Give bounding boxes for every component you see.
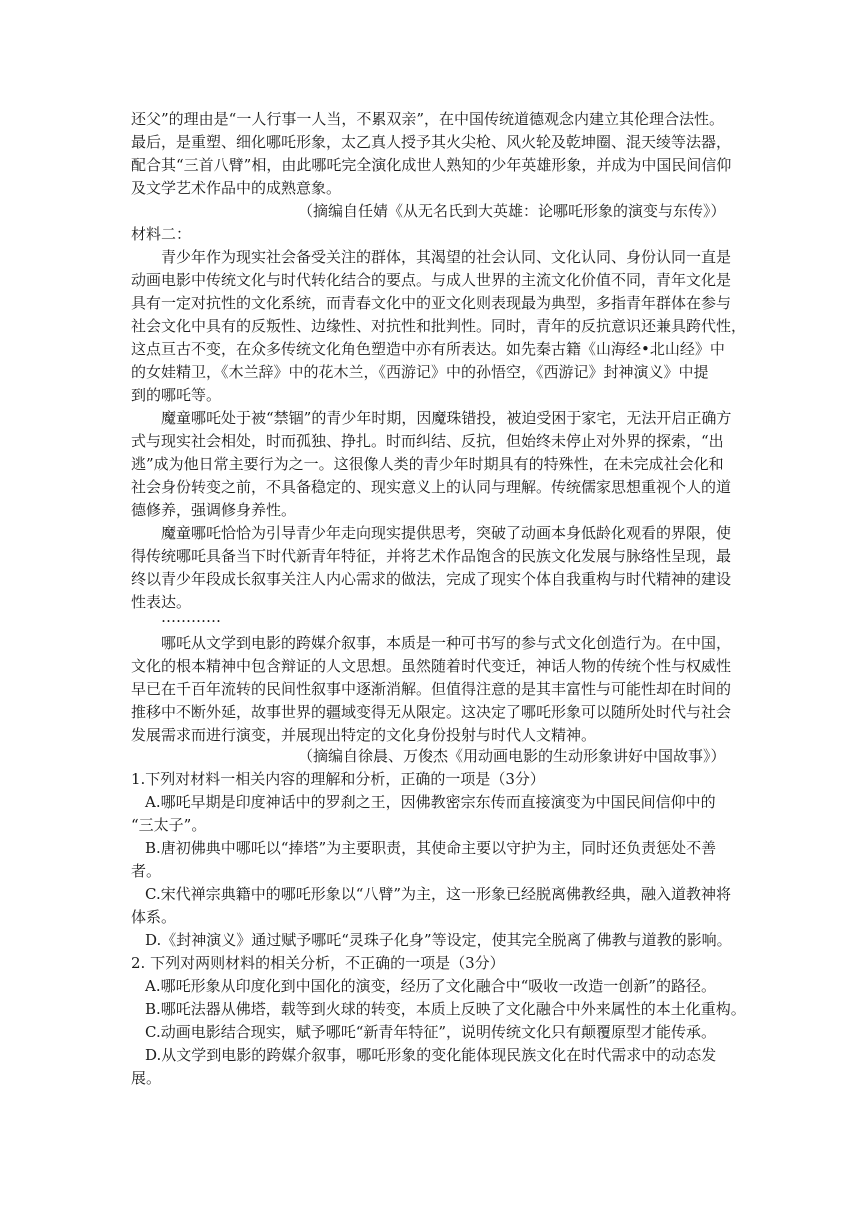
option-b-line: B.哪吒法器从佛塔，载等到火球的转变，本质上反映了文化融合中外来属性的本土化重构。	[145, 1000, 746, 1018]
option-b-continuation: 者。	[131, 862, 162, 880]
text-line: 德修养，强调修身养性。	[131, 501, 297, 519]
text-line: 逃”成为他日常主要行为之一。这很像人类的青少年时期具有的特殊性，在未完成社会化和	[131, 455, 724, 473]
text-line: 还父”的理由是“一人行事一人当，不累双亲”，在中国传统道德观念内建立其伦理合法性。	[131, 110, 725, 128]
text-line: 动画电影中传统文化与时代转化结合的要点。与成人世界的主流文化价值不同，青年文化是	[131, 271, 732, 289]
option-a-line: A.哪吒形象从印度化到中国化的演变，经历了文化融合中“吸收一改造一创新”的路径。	[145, 977, 716, 995]
text-line: 社会身份转变之前，不具备稳定的、现实意义上的认同与理解。传统儒家思想重视个人的道	[131, 478, 732, 496]
option-c-line: C.动画电影结合现实，赋予哪吒“新青年特征”，说明传统文化只有颠覆原型才能传承。	[145, 1023, 717, 1041]
intro-paragraph	[131, 108, 741, 200]
option-a-continuation: “三太子”。	[131, 816, 207, 834]
option-d-line: D.《封神演义》通过赋予哪吒“灵珠子化身”等设定，使其完全脱离了佛教与道教的影响。	[145, 931, 732, 949]
text-line: 早已在千百年流转的民间性叙事中逐渐消解。但值得注意的是其丰富性与可能性却在时间的	[131, 680, 732, 698]
option-c-line: C.宋代禅宗典籍中的哪吒形象以“八臂”为主，这一形象已经脱离佛教经典，融入道教神将	[145, 885, 732, 903]
text-line: 性表达。	[131, 593, 192, 611]
question-1	[131, 768, 741, 952]
option-a-line: A.哪吒早期是印度神话中的罗刹之王，因佛教密宗东传而直接演变为中国民间信仰中的	[145, 793, 716, 811]
text-line: 得传统哪吒具备当下时代新青年特征，并将艺术作品饱含的民族文化发展与脉络性呈现，最	[131, 547, 732, 565]
text-line: 到的哪吒等。	[131, 386, 222, 404]
text-line: 这点亘古不变，在众多传统文化角色塑造中亦有所表达。如先秦古籍《山海经•北山经》中	[131, 340, 725, 358]
text-line: 魔童哪吒处于被“禁锢”的青少年时期，因魔珠错投，被迫受困于家宅，无法开启正确方	[161, 409, 732, 427]
text-line: 具有一定对抗性的文化系统，而青春文化中的亚文化则表现最为典型，多指青年群体在参与	[131, 294, 732, 312]
text-line: 社会文化中具有的反叛性、边缘性、对抗性和批判性。同时，青年的反抗意识还兼具跨代性，	[131, 317, 747, 335]
text-line: 配合其“三首八臂”相，由此哪吒完全演化成世人熟知的少年英雄形象，并成为中国民间信仰	[131, 156, 732, 174]
option-c-continuation: 体系。	[131, 908, 177, 926]
material-2-paragraph-2	[131, 407, 741, 522]
text-line: 及文学艺术作品中的成熟意象。	[131, 179, 342, 197]
text-line: 哪吒从文学到电影的跨媒介叙事，本质是一种可书写的参与式文化创造行为。在中国，	[161, 634, 732, 652]
text-line: 文化的根本精神中包含辩证的人文思想。虽然随着时代变迁，神话人物的传统个性与权威性	[131, 657, 732, 675]
question-stem: 1.下列对材料一相关内容的理解和分析，正确的一项是（3分）	[131, 770, 545, 788]
text-line: 的女娃精卫，《木兰辞》中的花木兰，《西游记》中的孙悟空，《西游记》封神演义》中提	[131, 363, 709, 381]
material-2-heading: 材料二：	[131, 225, 192, 243]
text-line: 式与现实社会相处，时而孤独、挣扎。时而纠结、反抗，但始终未停止对外界的探索，“出	[131, 432, 724, 450]
option-d-continuation: 展。	[131, 1069, 162, 1087]
question-2	[131, 952, 746, 1090]
citation-2: （摘编自徐晨、万俊杰《用动画电影的生动形象讲好中国故事》）	[298, 747, 726, 765]
text-line: 最后，是重塑、细化哪吒形象，太乙真人授予其火尖枪、风火轮及乾坤圈、混天绫等法器，	[131, 133, 732, 151]
material-2-paragraph-1	[131, 246, 747, 407]
text-line: 推移中不断外延，故事世界的疆域变得无从限定。这决定了哪吒形象可以随所处时代与社会	[131, 703, 732, 721]
text-line: 发展需求而进行演变，并展现出特定的文化身份投射与时代人文精神。	[131, 726, 597, 744]
material-2-paragraph-3	[131, 522, 741, 614]
ellipsis: …………	[161, 608, 221, 626]
text-line: 终以青少年段成长叙事关注人内心需求的做法，完成了现实个体自我重构与时代精神的建设	[131, 570, 732, 588]
citation-1: （摘编自任婧《从无名氏到大英雄：论哪吒形象的演变与东传》）	[298, 202, 726, 220]
option-b-line: B.唐初佛典中哪吒以“捧塔”为主要职责，其使命主要以守护为主，同时还负责惩处不善	[145, 839, 717, 857]
text-line: 青少年作为现实社会备受关注的群体，其渴望的社会认同、文化认同、身份认同一直是	[161, 248, 732, 266]
text-line: 魔童哪吒恰恰为引导青少年走向现实提供思考，突破了动画本身低龄化观看的界限，使	[161, 524, 732, 542]
question-stem: 2. 下列对两则材料的相关分析，不正确的一项是（3分）	[131, 954, 505, 972]
option-d-line: D.从文学到电影的跨媒介叙事，哪吒形象的变化能体现民族文化在时代需求中的动态发	[145, 1046, 717, 1064]
material-2-paragraph-4	[131, 632, 741, 747]
